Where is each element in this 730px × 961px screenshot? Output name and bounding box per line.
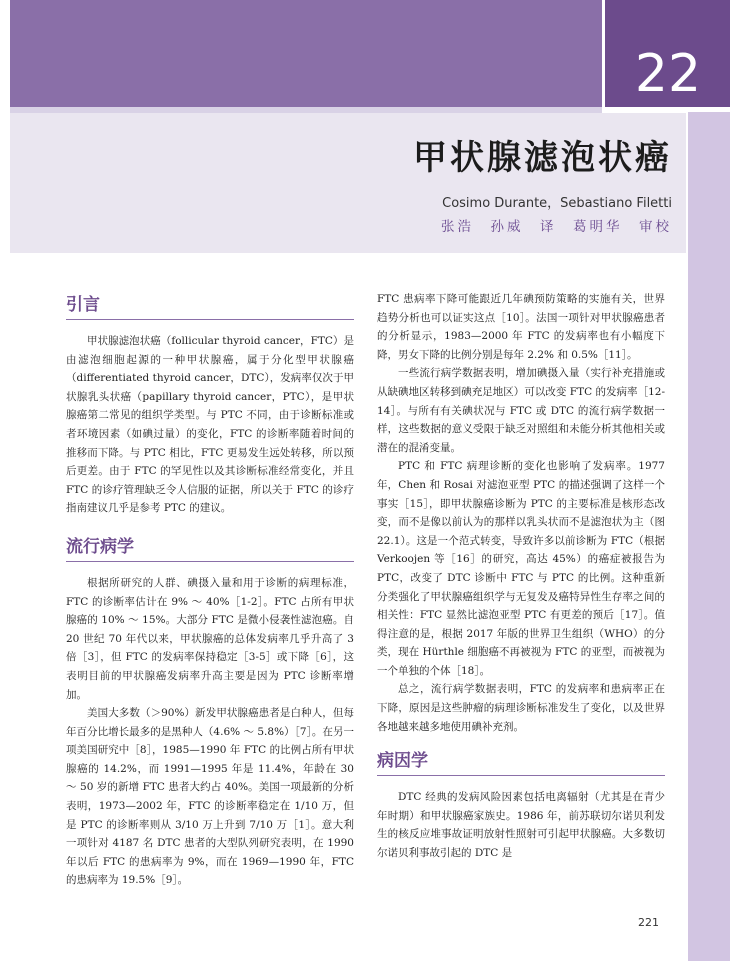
section-heading-etiology: 病因学 <box>377 746 665 776</box>
paragraph: 总之，流行病学数据表明，FTC 的发病率和患病率正在下降，原因是这些肿瘤的病理诊断标准发生了变化，以及世界各地越来越多地使用碘补充剂。 <box>377 683 665 733</box>
paragraph: 一些流行病学数据表明，增加碘摄入量（实行补充措施或从缺碘地区转移到碘充足地区）可以改变 FTC 的发病率［12-14］。与所有有关碘状况与 FTC 或 DTC 的流行病学数据一样，这些数据的意义受限于缺乏对照组和未能分析其他相关或潜在的混淆变量。 <box>377 367 665 454</box>
left-column <box>66 290 354 890</box>
chapter-title: 甲状腺滤泡状癌 <box>413 138 672 178</box>
paragraph: 根据所研究的人群、碘摄入量和用于诊断的病理标准，FTC 的诊断率估计在 9% ～ 40%［1-2］。FTC 占所有甲状腺癌的 10% ～ 15%。大部分 FTC 是微小侵袭性滤泡癌。自 20 世纪 70 年代以来，甲状腺癌的总体发病率几乎升高了 3 倍［3］，但 FTC 的发病率保持稳定［3-5］或下降［6］，这表明目前的甲状腺癌发病率升高主要是因为 PTC 诊断率增加。 <box>66 576 354 701</box>
side-strip <box>688 112 730 961</box>
header-band <box>10 0 602 107</box>
paragraph: 美国大多数（＞90%）新发甲状腺癌患者是白种人，但每年百分比增长最多的是黑种人（4.6% ～ 5.8%）［7］。在另一项美国研究中［8］，1985—1990 年 FTC 的比例占所有甲状腺癌的 14.2%，而 1991—1995 年是 11.4%，年龄在 30 ～ 50 岁的新增 FTC 患者大约占 40%。美国一项最新的分析表明，1973—2002 年，FTC 的诊断率稳定在 1/10 万，但是 PTC 的诊断率则从 3/10 万上升到 7/10 万［1］。意大利一项针对 4187 名 DTC 患者的大型队列研究表明，在 1990 年以后 FTC 的患病率为 9%，而在 1969—1990 年，FTC 的患病率为 19.5%［9］。 <box>66 707 354 887</box>
paragraph: DTC 经典的发病风险因素包括电离辐射（尤其是在青少年时期）和甲状腺癌家族史。1986 年，前苏联切尔诺贝利发生的核反应堆事故证明放射性照射可引起甲状腺癌。大多数切尔诺贝利事故引起的 DTC 是 <box>377 791 665 860</box>
chapter-number: 22 <box>634 44 702 104</box>
section-heading-epidemiology: 流行病学 <box>66 532 354 562</box>
translators: 张浩 孙威 译 葛明华 审校 <box>441 219 672 235</box>
paragraph: 甲状腺滤泡状癌（follicular thyroid cancer，FTC）是由滤泡细胞起源的一种甲状腺癌，属于分化型甲状腺癌（differentiated thyroid cancer，DTC），发病率仅次于甲状腺乳头状癌（papillary thyroid cancer，PTC），是甲状腺癌第二常见的组织学类型。与 PTC 不同，由于诊断标准或者环境因素（如碘过量）的变化，FTC 的诊断率随着时间的推移而下降。与 PTC 相比，FTC 更易发生远处转移，所以预后更差。由于 FTC 的罕见性以及其诊断标准经常变化，并且 FTC 的诊疗管理缺乏令人信服的证据，所以关于 FTC 的诊疗指南建议几乎是参考 PTC 的建议。 <box>66 335 354 515</box>
paragraph: PTC 和 FTC 病理诊断的变化也影响了发病率。1977 年，Chen 和 Rosai 对滤泡亚型 PTC 的描述强调了这样一个事实［15］，即甲状腺癌诊断为 PTC 的主要标准是核形态改变，而不是像以前认为的那样以乳头状而不是滤泡状为主（图 22.1）。这是一个范式转变，导致许多以前诊断为 FTC（根据 Verkoojen 等［16］的研究，高达 45%）的癌症被报告为 PTC，改变了 DTC 诊断中 FTC 与 PTC 的比例。这种重新分类强化了甲状腺癌组织学与无复发及癌特异性生存率之间的相关性：FTC 显然比滤泡亚型 PTC 有更差的预后［17］。值得注意的是，根据 2017 年版的世界卫生组织（WHO）的分类，现在 Hürthle 细胞癌不再被视为 FTC 的亚型，而被视为一个单独的个体［18］。 <box>377 460 665 677</box>
page-number: 221 <box>638 916 659 929</box>
right-column <box>377 290 665 863</box>
paragraph: FTC 患病率下降可能跟近几年碘预防策略的实施有关，世界趋势分析也可以证实这点［10］。法国一项针对甲状腺癌患者的分析显示，1983—2000 年 FTC 的发病率也有小幅度下降，男女下降的比例分别是每年 2.2% 和 0.5%［11］。 <box>377 293 665 361</box>
section-heading-intro: 引言 <box>66 290 354 320</box>
authors: Cosimo Durante，Sebastiano Filetti <box>442 196 672 211</box>
